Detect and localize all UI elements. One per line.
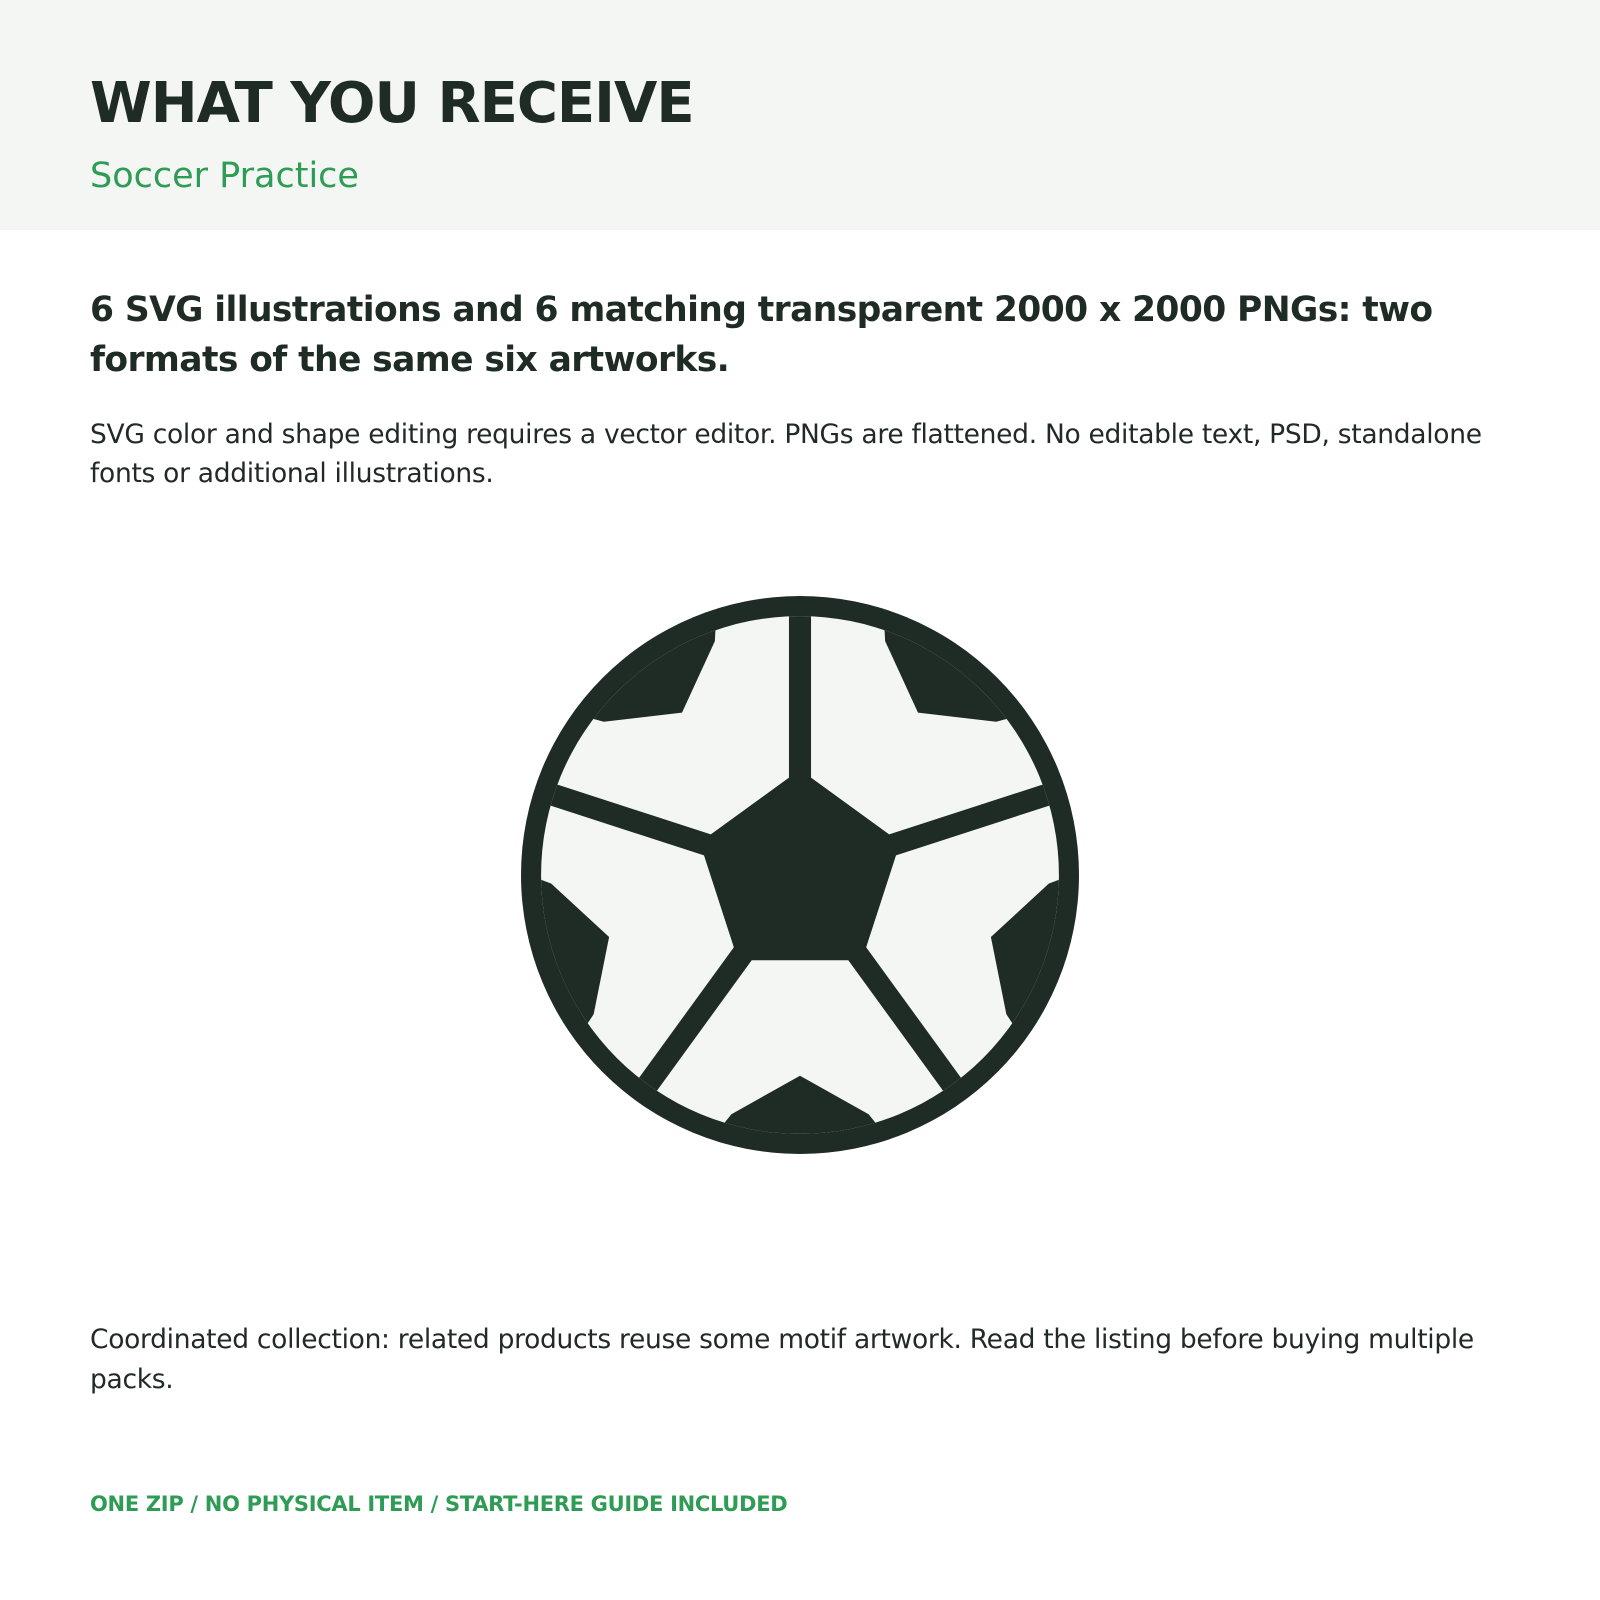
page-title: WHAT YOU RECEIVE [90,71,694,136]
soccer-ball-graphic [519,594,1081,1156]
soccer-ball-illustration [519,594,1081,1156]
header-band [0,0,1600,230]
delivery-tagline: ONE ZIP / NO PHYSICAL ITEM / START-HERE GUIDE INCLUDED [90,1492,788,1516]
collection-note: Coordinated collection: related products reuse some motif artwork. Read the listing before buying multiple packs. [90,1324,1474,1395]
product-headline: 6 SVG illustrations and 6 matching transparent 2000 x 2000 PNGs: two formats of the same six artworks. [90,290,1433,380]
soccer-ball-icon [519,594,1081,1156]
format-disclaimer: SVG color and shape editing requires a vector editor. PNGs are flattened. No editable text, PSD, standalone fonts or additional illustrations. [90,419,1482,489]
page-subtitle: Soccer Practice [90,156,359,196]
